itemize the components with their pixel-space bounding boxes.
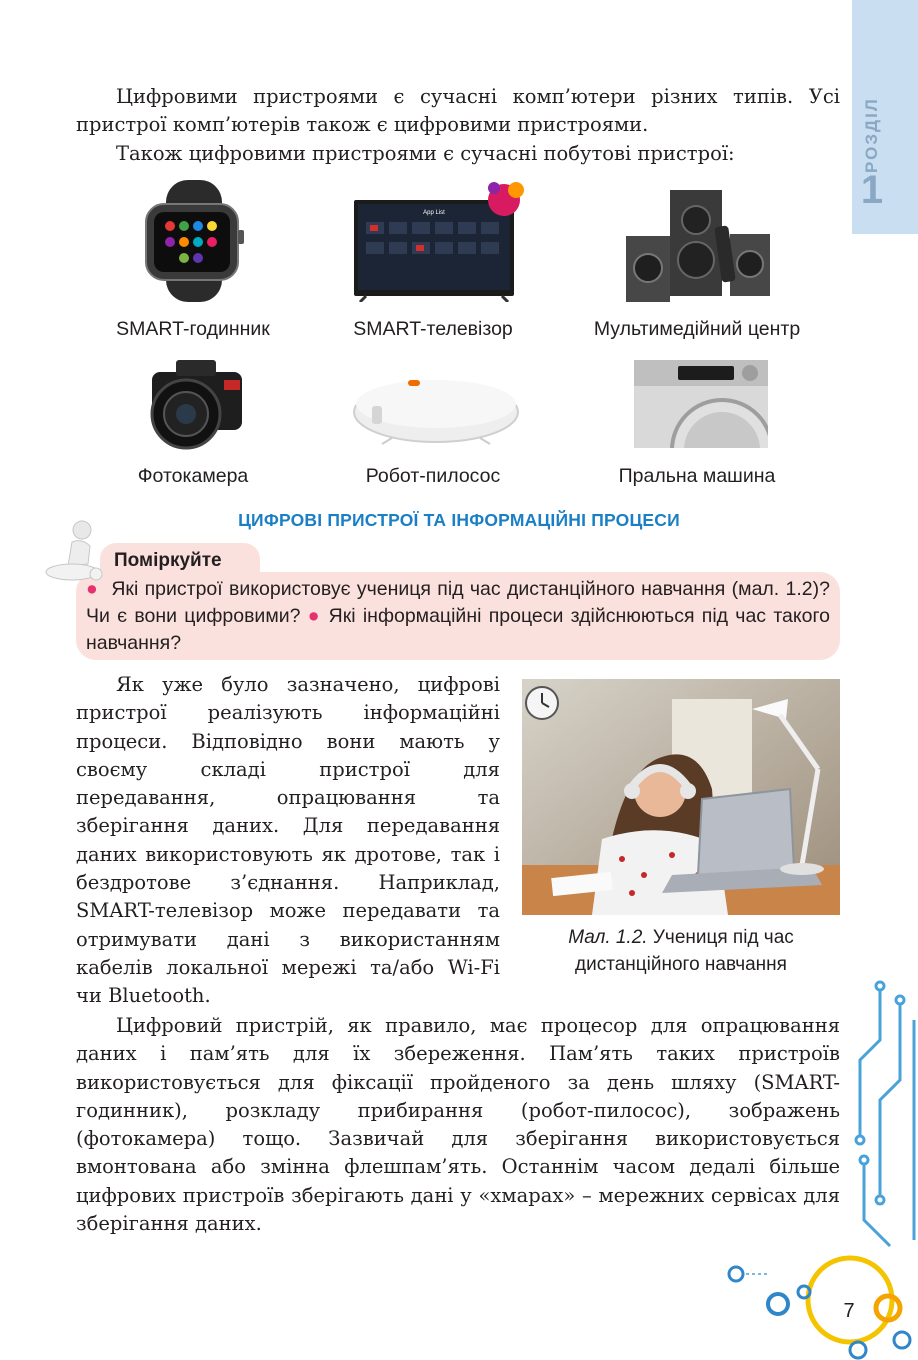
device-label: Робот-пилосос [365,465,501,487]
section-number: 1 [860,168,884,212]
device-label: Пральна машина [618,465,776,487]
device-label: Мультимедійний центр [593,318,801,340]
body-paragraph-4: Цифровий пристрій, як правило, має процесор для опрацювання даних і пам’ять для їх збереження. Пам’ять таких пристроїв використовується для фіксації пройденого за день шляху (SMART-годинник), розкладу прибирання (робот-пилосос), зображень (фотокамера) тощо. Зазвичай для зберігання використовується вмонтована або змінна флешпам’ять. Останнім часом дедалі більше цифрових пристроїв зберігають дані у «хмарах» – мережних сервісах для зберігання даних. [76,1014,840,1236]
bullet-icon: ● [307,605,322,627]
washing-machine-image [634,360,768,448]
think-title: Поміркуйте [114,550,222,571]
intro-paragraph-2: Також цифровими пристроями є сучасні побутові пристрої: [116,142,735,165]
circuit-decoration [840,980,918,1280]
camera-image [142,354,246,452]
robot-vacuum-image [352,372,520,446]
body-paragraph-3: Як уже було зазначено, цифрові пристрої реалізують інформаційні процеси. Відповідно вони мають у своєму складі пристрої для передавання, опрацювання та зберігання даних. Для передавання даних використовують як дротове, так і бездротове з’єднання. Наприклад, SMART-телевізор може передавати та отримувати дані з використанням кабелів локальної мережі та/або Wi-Fi чи Bluetooth. [76,673,500,1008]
smartwatch-image [138,180,250,302]
page-number: 7 [843,1300,855,1322]
think-questions [86,576,830,657]
student-photo [522,679,840,915]
svg-text:App List: App List [423,210,445,216]
think-question-2: Які інформаційні процеси здійснюються під час такого навчання? [86,605,830,654]
think-question-1: Які пристрої використовує учениця під час дистанційного навчання (мал. 1.2)? Чи є вони цифровими? [86,578,830,627]
figure-caption [522,924,840,978]
gears-decoration [712,1240,918,1360]
device-label: SMART-телевізор [353,318,513,340]
section-heading: ЦИФРОВІ ПРИСТРОЇ ТА ІНФОРМАЦІЙНІ ПРОЦЕСИ [238,510,680,530]
figure-caption-text: Учениця під час дистанційного навчання [575,927,794,975]
intro-paragraph-1: Цифровими пристроями є сучасні комп’ютери різних типів. Усі пристрої комп’ютерів також є цифровими пристроями. [76,85,840,137]
figure-number: Мал. 1.2. [568,927,648,948]
smart-tv-image [352,182,532,302]
device-label: Фотокамера [137,465,249,487]
bullet-icon: ● [86,578,99,600]
multimedia-center-image [622,186,772,304]
section-label: РОЗДІЛ [862,97,881,173]
device-label: SMART-годинник [116,318,270,340]
